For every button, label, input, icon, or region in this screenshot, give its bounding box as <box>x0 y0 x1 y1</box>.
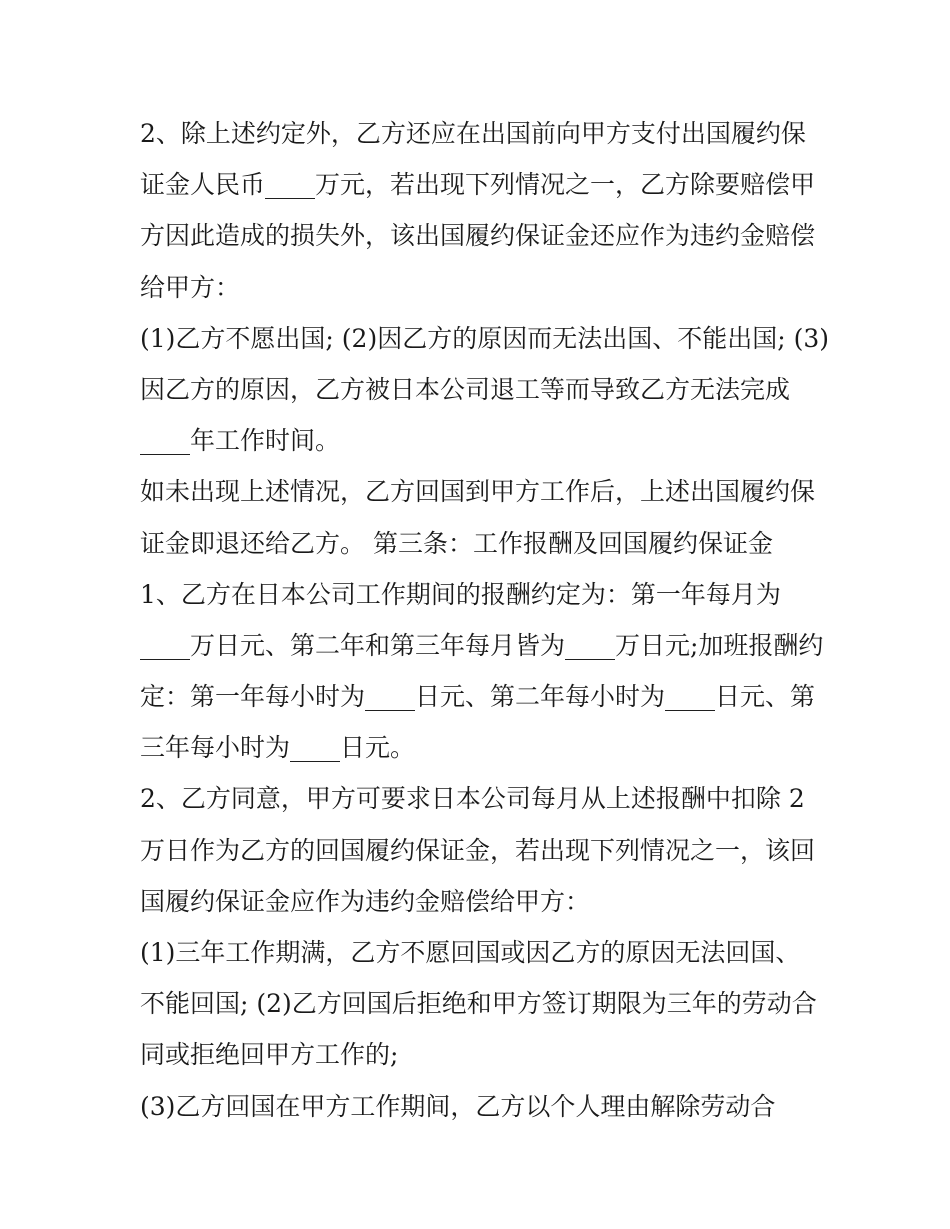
text-line: 定：第一年每小时为____日元、第二年每小时为____日元、第 <box>140 682 816 712</box>
text-line: 证金即退还给乙方。 第三条：工作报酬及回国履约保证金 <box>140 528 773 558</box>
text-line: 国履约保证金应作为违约金赔偿给甲方： <box>140 886 591 916</box>
text-line: 2、除上述约定外，乙方还应在出国前向甲方支付出国履约保 <box>140 119 806 148</box>
text-line: ____年工作时间。 <box>140 426 341 456</box>
text-line: 证金人民币____万元，若出现下列情况之一，乙方除要赔偿甲 <box>140 170 816 200</box>
text-line: ____万日元、第二年和第三年每月皆为____万日元;加班报酬约 <box>140 630 824 660</box>
document-body <box>140 108 829 1132</box>
text-line: 2、乙方同意，甲方可要求日本公司每月从上述报酬中扣除 2 <box>140 784 805 814</box>
text-line: (1)乙方不愿出国; (2)因乙方的原因而无法出国、不能出国; (3) <box>140 323 829 353</box>
text-line: 给甲方： <box>140 272 241 302</box>
text-line: (3)乙方回国在甲方工作期间，乙方以个人理由解除劳动合 <box>140 1091 776 1121</box>
text-line: 方因此造成的损失外，该出国履约保证金还应作为违约金赔偿 <box>140 221 816 251</box>
text-line: 同或拒绝回甲方工作的; <box>140 1040 399 1070</box>
text-line: 因乙方的原因，乙方被日本公司退工等而导致乙方无法完成 <box>140 374 791 404</box>
text-line: 1、乙方在日本公司工作期间的报酬约定为：第一年每月为 <box>140 579 781 609</box>
text-line: 如未出现上述情况，乙方回国到甲方工作后，上述出国履约保 <box>140 477 816 507</box>
text-line: (1)三年工作期满，乙方不愿回国或因乙方的原因无法回国、 <box>140 938 801 967</box>
text-line: 万日作为乙方的回国履约保证金，若出现下列情况之一，该回 <box>140 835 816 865</box>
text-line: 三年每小时为____日元。 <box>140 733 416 763</box>
text-line: 不能回国; (2)乙方回国后拒绝和甲方签订期限为三年的劳动合 <box>140 989 817 1019</box>
